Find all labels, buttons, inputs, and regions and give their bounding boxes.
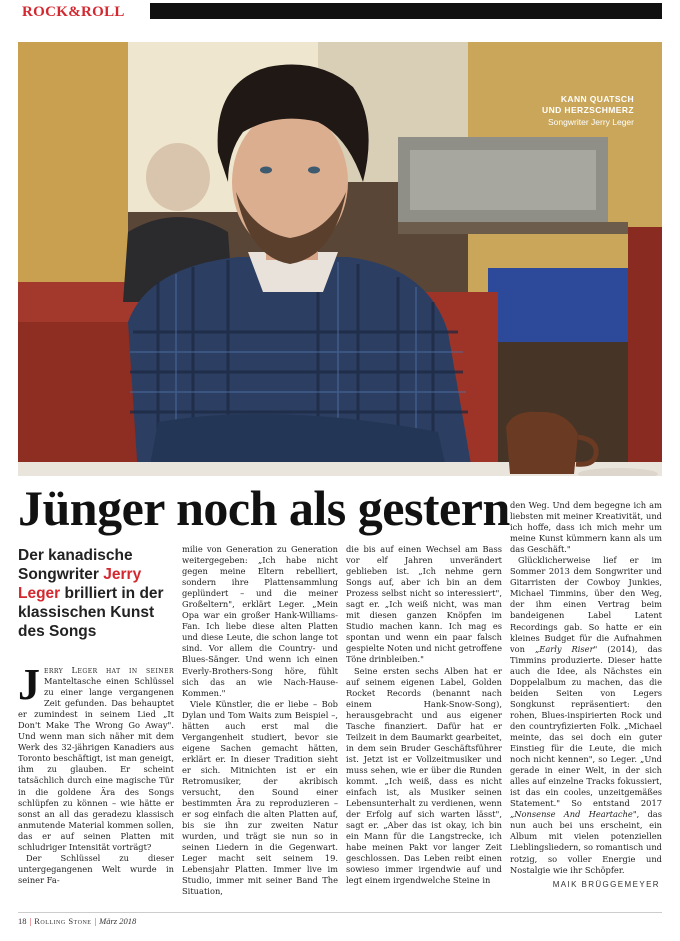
c3-p2: Seine ersten sechs Alben hat er auf seinem eigenen Label, Golden Rocket Records (benannt nach einem Hank-Snow-Song), herausgebracht und aus eigener Tasche finanziert. Dafür hat er Teilzeit in dem Baumarkt gearbeitet, in dem sein Bruder Geschäftsführer ist. Jetzt ist er Vollzeitmusiker und muss sehen, wie er über die Runden kommt. „Ich weiß, dass es nicht einfach ist, als Musiker seinen Lebensunterhalt zu verdienen, wenn der Erfolg auf sich warten lässt", sagt er. „Aber das ist okay, ich bin ein Mann für die Langstrecke, ich habe meinen Pakt vor langer Zeit geschlossen. Das Leben reibt einen sowieso immer irgendwie auf und legt einem irgendwelche Steine in — [346, 665, 502, 886]
footer-separator: | — [94, 916, 97, 926]
author-byline: MAIK BRÜGGEMEYER — [552, 880, 660, 889]
page-number: 18 — [18, 916, 27, 926]
deck-accent: Jerry Leger — [18, 566, 142, 602]
c2-p2: Viele Künstler, die er liebe – Bob Dylan und Tom Waits zum Beispiel –, hätten auch erst mal die Vergangenheit studiert, bevor sie eigene Sachen gemacht hätten, erklärt er. In dieser Tradition sieht er sich. Mitnichten ist er ein Retromusiker, der akribisch versucht, den Sound einer bestimmten Ära zu reproduzieren – er sog einfach die alten Platten auf, bis sie ihn zur zweiten Natur wurden, und trägt sie nun so in seinen Liedern in die Gegenwart. Leger macht seit seinem 19. Lebensjahr Platten. Immer live im Studio, immer mit seiner Band The Situation, — [182, 698, 338, 897]
album-nonsense-and-heartache: „Nonsense And Heartache" — [510, 809, 637, 820]
article-paragraph — [18, 660, 174, 853]
article-column-1 — [18, 660, 174, 886]
deck-after: brilliert in der klassischen Kunst des Songs — [18, 585, 164, 640]
c1-p2: Der Schlüssel zu dieser untergegangenen Welt wurde in seiner Fa- — [18, 852, 174, 885]
issue-date: März 2018 — [99, 916, 137, 926]
article-photo — [18, 42, 662, 476]
c4-p1: den Weg. Und dem begegne ich am liebsten mit meiner Kreativität, und ich hoffe, dass ich mich mehr um meine Kunst kümmern kann als um das Geschäft." — [510, 500, 662, 555]
article-column-2 — [182, 544, 338, 898]
magazine-name: Rolling Stone — [34, 916, 92, 926]
headline: Jünger noch als gestern — [18, 480, 510, 536]
caption-line1: KANN QUATSCH — [560, 94, 634, 104]
c2-p1: milie von Generation zu Generation weitergegeben: „Ich habe nicht gegen meine Eltern rebelliert, sondern ihre Plattensammlung geplündert – und die meiner Großeltern", erklärt Leger. „Mein Opa war ein großer Hank-Williams-Fan. Ich liebe diese alten Platten und diese Leute, die schon lange tot sind. Vor allem die Country- und Blues-Sänger. Und wenn ich einen Everly-Brothers-Song höre, fühlt sich das an wie Nach-Hause-Kommen." — [182, 544, 338, 698]
section-bar — [150, 3, 662, 19]
photo-caption — [542, 94, 634, 128]
page-footer — [18, 916, 136, 926]
c4-p2-b: (2014), das Timmins produzierte. Dieser hatte auch die Idee, als Nächstes ein Doppelalbum zu machen, das die beiden Seiten von Legers Songkunst repräsentiert: den rohen, Blues-inspirierten Rock und den countryfizierten Folk. „Michael meinte, das sei doch ein guter Einstieg für die Leute, die mich noch nicht kennen", so Leger. „Und gerade in einer Welt, in der sich alles auf einzelne Tracks fokussiert, ist das ein cooles, unzeitgemäßes Statement." So entstand 2017 — [510, 643, 662, 809]
footer-rule — [18, 912, 662, 913]
deck-before: Der kanadische Songwriter — [18, 547, 133, 583]
c3-p1: die bis auf einen Wechsel am Bass vor elf Jahren unverändert geblieben ist. „Ich nehme gern Songs auf, aber ich bin an dem Prozess selbst nicht so interessiert", sagt er. „Ich weiß nicht, was man mit diesen ganzen Knöpfen im Studio machen kann. Ich mag es spontan und wenn ein paar falsch gespielte Noten und nicht getroffene Töne drinbleiben." — [346, 544, 502, 665]
section-tag — [18, 3, 130, 21]
footer-separator: | — [29, 916, 32, 926]
section-part1: ROCK — [22, 4, 69, 20]
caption-line2: UND HERZSCHMERZ — [542, 105, 634, 115]
deck — [18, 546, 178, 641]
album-early-riser: „Early Riser" — [534, 643, 598, 654]
c4-p2-a: Glücklicherweise lief er im Sommer 2013 dem Songwriter und Gitarristen der Cowboy Junkies, Michael Timmins, über den Weg, der ihm einen Vertrag beim bandeigenen Label Latent Recordings gab. So hatte er ein kleines Budget für die Aufnahmen von — [510, 555, 662, 654]
article-column-3 — [346, 544, 502, 886]
section-part2: ROLL — [81, 4, 125, 20]
lead-smallcaps: erry Leger hat in seiner — [44, 665, 174, 675]
section-amp: & — [68, 4, 81, 20]
c1-p1: Manteltasche einen Schlüssel zu einer lange vergangenen Zeit gefunden. Das behauptet er zumindest in seinem Lied „It Don't Make The Wrong Go Away". Und wenn man sich näher mit dem Werk des 32-jährigen Kanadiers aus Toronto beschäftigt, ist man geneigt, ihm zu glauben. Er scheint tatsächlich durch eine magische Tür in die goldene Ära des Songs schlüpfen zu können – wie hätte er sonst an all das geradezu klassisch anmutende Material kommen sollen, das er auf seinen Platten mit schludriger Intensität vorträgt? — [18, 676, 174, 852]
dropcap: J — [18, 660, 40, 709]
caption-line3: Songwriter Jerry Leger — [548, 117, 634, 127]
c4-p2-c: , das nun auch bei uns erscheint, ein Album mit vielen potenziellen Lieblingsliedern, so romantisch und rotzig, so voller Energie und Nostalgie wie ihr Schöpfer. — [510, 809, 662, 875]
article-column-4 — [510, 500, 662, 876]
c4-p2 — [510, 555, 662, 875]
